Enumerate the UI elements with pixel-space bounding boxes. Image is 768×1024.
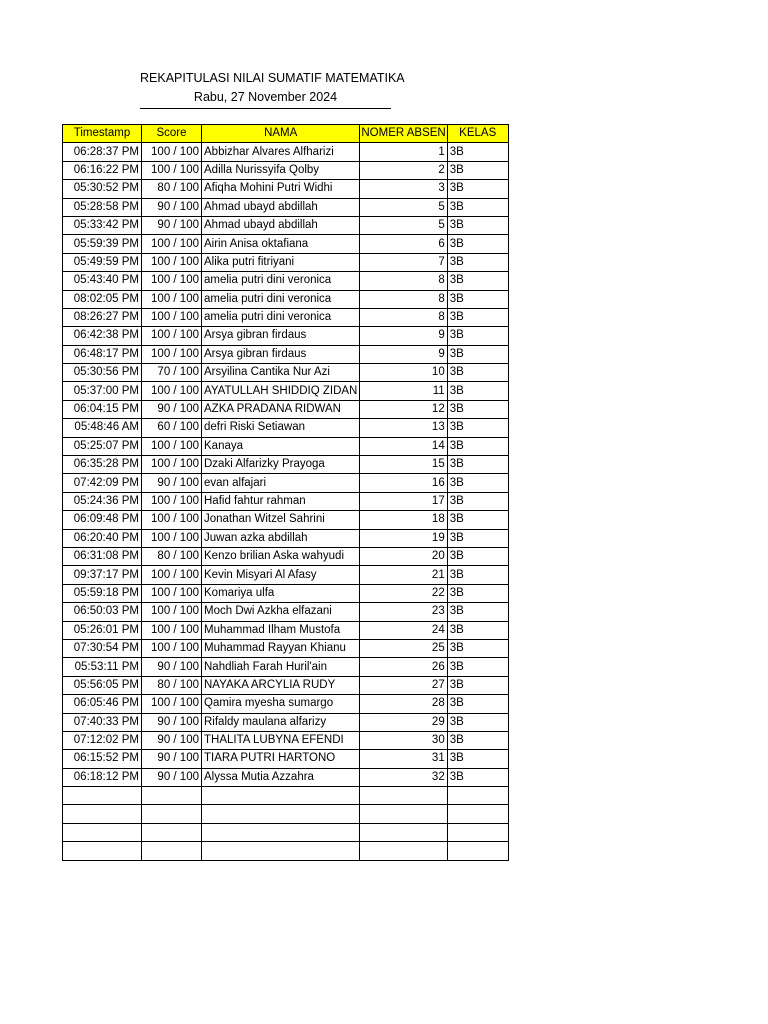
timestamp-cell[interactable]: 06:04:15 PM	[63, 400, 142, 418]
table-row	[63, 787, 509, 805]
timestamp-cell[interactable]: 05:37:00 PM	[63, 382, 142, 400]
kelas-cell[interactable]: 3B	[447, 272, 508, 290]
kelas-cell[interactable]	[447, 787, 508, 805]
name-cell[interactable]: Ahmad ubayd abdillah	[202, 198, 360, 216]
score-cell[interactable]: 90 / 100	[142, 731, 202, 749]
timestamp-cell[interactable]: 06:18:12 PM	[63, 768, 142, 786]
kelas-cell[interactable]: 3B	[447, 511, 508, 529]
kelas-cell[interactable]: 3B	[447, 768, 508, 786]
timestamp-cell[interactable]: 06:31:08 PM	[63, 547, 142, 565]
absen-cell[interactable]: 8	[360, 308, 447, 326]
score-cell[interactable]: 90 / 100	[142, 750, 202, 768]
absen-cell[interactable]: 27	[360, 676, 447, 694]
table-row	[63, 143, 509, 161]
name-cell[interactable]: Abbizhar Alvares Alfharizi	[202, 143, 360, 161]
name-cell[interactable]: defri Riski Setiawan	[202, 419, 360, 437]
kelas-cell[interactable]: 3B	[447, 713, 508, 731]
timestamp-cell[interactable]	[63, 823, 142, 841]
name-cell[interactable]: NAYAKA ARCYLIA RUDY	[202, 676, 360, 694]
kelas-cell[interactable]: 3B	[447, 566, 508, 584]
kelas-cell[interactable]: 3B	[447, 419, 508, 437]
absen-cell[interactable]: 32	[360, 768, 447, 786]
timestamp-cell[interactable]: 07:42:09 PM	[63, 474, 142, 492]
score-cell[interactable]: 100 / 100	[142, 529, 202, 547]
kelas-cell[interactable]: 3B	[447, 308, 508, 326]
name-cell[interactable]: Jonathan Witzel Sahrini	[202, 511, 360, 529]
name-cell[interactable]: THALITA LUBYNA EFENDI	[202, 731, 360, 749]
score-cell[interactable]	[142, 842, 202, 860]
score-cell[interactable]: 90 / 100	[142, 216, 202, 234]
absen-cell[interactable]: 18	[360, 511, 447, 529]
score-cell[interactable]: 100 / 100	[142, 382, 202, 400]
timestamp-cell[interactable]	[63, 787, 142, 805]
absen-cell[interactable]: 17	[360, 492, 447, 510]
header-timestamp[interactable]: Timestamp	[63, 125, 142, 143]
name-cell[interactable]: TIARA PUTRI HARTONO	[202, 750, 360, 768]
name-cell[interactable]: Kanaya	[202, 437, 360, 455]
table-row	[63, 492, 509, 510]
score-cell[interactable]: 100 / 100	[142, 235, 202, 253]
absen-cell[interactable]: 8	[360, 272, 447, 290]
name-cell[interactable]: amelia putri dini veronica	[202, 290, 360, 308]
kelas-cell[interactable]: 3B	[447, 584, 508, 602]
kelas-cell[interactable]: 3B	[447, 492, 508, 510]
title-block	[140, 69, 405, 109]
table-row	[63, 823, 509, 841]
header-nomer-absen[interactable]: NOMER ABSEN	[360, 125, 447, 143]
table-row	[63, 529, 509, 547]
table-row	[63, 713, 509, 731]
name-cell[interactable]: Muhammad Rayyan Khianu	[202, 639, 360, 657]
name-cell[interactable]: Rifaldy maulana alfarizy	[202, 713, 360, 731]
score-cell[interactable]: 100 / 100	[142, 621, 202, 639]
absen-cell[interactable]: 10	[360, 364, 447, 382]
absen-cell[interactable]: 5	[360, 216, 447, 234]
timestamp-cell[interactable]: 05:59:18 PM	[63, 584, 142, 602]
timestamp-cell[interactable]: 06:15:52 PM	[63, 750, 142, 768]
absen-cell[interactable]: 25	[360, 639, 447, 657]
kelas-cell[interactable]: 3B	[447, 253, 508, 271]
table-row	[63, 253, 509, 271]
kelas-cell[interactable]: 3B	[447, 639, 508, 657]
name-cell[interactable]: Moch Dwi Azkha elfazani	[202, 603, 360, 621]
timestamp-cell[interactable]: 05:49:59 PM	[63, 253, 142, 271]
score-cell[interactable]	[142, 823, 202, 841]
absen-cell[interactable]: 23	[360, 603, 447, 621]
name-cell[interactable]: Afiqha Mohini Putri Widhi	[202, 180, 360, 198]
score-cell[interactable]: 90 / 100	[142, 768, 202, 786]
kelas-cell[interactable]: 3B	[447, 603, 508, 621]
table-row	[63, 695, 509, 713]
name-cell[interactable]: evan alfajari	[202, 474, 360, 492]
absen-cell[interactable]	[360, 842, 447, 860]
table-row	[63, 272, 509, 290]
score-cell[interactable]: 100 / 100	[142, 253, 202, 271]
absen-cell[interactable]: 8	[360, 290, 447, 308]
table-row	[63, 603, 509, 621]
kelas-cell[interactable]: 3B	[447, 143, 508, 161]
timestamp-cell[interactable]: 06:35:28 PM	[63, 456, 142, 474]
kelas-cell[interactable]: 3B	[447, 750, 508, 768]
score-cell[interactable]: 90 / 100	[142, 400, 202, 418]
name-cell[interactable]: Hafid fahtur rahman	[202, 492, 360, 510]
timestamp-cell[interactable]: 05:26:01 PM	[63, 621, 142, 639]
kelas-cell[interactable]	[447, 823, 508, 841]
kelas-cell[interactable]: 3B	[447, 529, 508, 547]
table-row	[63, 161, 509, 179]
score-cell[interactable]: 100 / 100	[142, 327, 202, 345]
absen-cell[interactable]	[360, 805, 447, 823]
score-cell[interactable]: 100 / 100	[142, 603, 202, 621]
table-row	[63, 511, 509, 529]
absen-cell[interactable]: 13	[360, 419, 447, 437]
score-cell[interactable]: 100 / 100	[142, 161, 202, 179]
score-cell[interactable]: 80 / 100	[142, 547, 202, 565]
kelas-cell[interactable]: 3B	[447, 621, 508, 639]
name-cell[interactable]: amelia putri dini veronica	[202, 272, 360, 290]
table-row	[63, 676, 509, 694]
timestamp-cell[interactable]: 06:16:22 PM	[63, 161, 142, 179]
table-row	[63, 805, 509, 823]
name-cell[interactable]: Kevin Misyari Al Afasy	[202, 566, 360, 584]
timestamp-cell[interactable]	[63, 842, 142, 860]
timestamp-cell[interactable]: 06:28:37 PM	[63, 143, 142, 161]
absen-cell[interactable]: 15	[360, 456, 447, 474]
score-cell[interactable]: 80 / 100	[142, 676, 202, 694]
timestamp-cell[interactable]: 05:28:58 PM	[63, 198, 142, 216]
score-cell[interactable]: 100 / 100	[142, 290, 202, 308]
scores-table	[62, 124, 509, 861]
timestamp-cell[interactable]: 05:53:11 PM	[63, 658, 142, 676]
absen-cell[interactable]: 24	[360, 621, 447, 639]
table-row	[63, 639, 509, 657]
table-row	[63, 345, 509, 363]
name-cell[interactable]: Nahdliah Farah Huril'ain	[202, 658, 360, 676]
name-cell[interactable]: Adilla Nurissyifa Qolby	[202, 161, 360, 179]
name-cell[interactable]: Arsya gibran firdaus	[202, 327, 360, 345]
name-cell[interactable]: Juwan azka abdillah	[202, 529, 360, 547]
score-cell[interactable]: 100 / 100	[142, 308, 202, 326]
timestamp-cell[interactable]: 06:05:46 PM	[63, 695, 142, 713]
page-title: REKAPITULASI NILAI SUMATIF MATEMATIKA	[140, 71, 405, 85]
absen-cell[interactable]: 3	[360, 180, 447, 198]
timestamp-cell[interactable]: 05:30:56 PM	[63, 364, 142, 382]
score-cell[interactable]: 100 / 100	[142, 584, 202, 602]
kelas-cell[interactable]: 3B	[447, 235, 508, 253]
kelas-cell[interactable]: 3B	[447, 676, 508, 694]
absen-cell[interactable]: 29	[360, 713, 447, 731]
kelas-cell[interactable]: 3B	[447, 731, 508, 749]
absen-cell[interactable]: 19	[360, 529, 447, 547]
score-cell[interactable]: 90 / 100	[142, 658, 202, 676]
table-row	[63, 658, 509, 676]
absen-cell[interactable]: 28	[360, 695, 447, 713]
header-nama[interactable]: NAMA	[202, 125, 360, 143]
table-row	[63, 842, 509, 860]
timestamp-cell[interactable]: 05:43:40 PM	[63, 272, 142, 290]
timestamp-cell[interactable]: 05:56:05 PM	[63, 676, 142, 694]
name-cell[interactable]: Dzaki Alfarizky Prayoga	[202, 456, 360, 474]
timestamp-cell[interactable]: 05:33:42 PM	[63, 216, 142, 234]
score-cell[interactable]: 100 / 100	[142, 345, 202, 363]
absen-cell[interactable]: 6	[360, 235, 447, 253]
absen-cell[interactable]	[360, 787, 447, 805]
name-cell[interactable]: AZKA PRADANA RIDWAN	[202, 400, 360, 418]
name-cell[interactable]: Qamira myesha sumargo	[202, 695, 360, 713]
page-subtitle: Rabu, 27 November 2024	[193, 90, 338, 104]
kelas-cell[interactable]: 3B	[447, 695, 508, 713]
timestamp-cell[interactable]: 05:30:52 PM	[63, 180, 142, 198]
absen-cell[interactable]: 22	[360, 584, 447, 602]
kelas-cell[interactable]: 3B	[447, 345, 508, 363]
absen-cell[interactable]: 16	[360, 474, 447, 492]
kelas-cell[interactable]: 3B	[447, 547, 508, 565]
timestamp-cell[interactable]: 06:42:38 PM	[63, 327, 142, 345]
timestamp-cell[interactable]: 07:40:33 PM	[63, 713, 142, 731]
table-row	[63, 621, 509, 639]
score-cell[interactable]: 90 / 100	[142, 198, 202, 216]
score-cell[interactable]: 80 / 100	[142, 180, 202, 198]
timestamp-cell[interactable]: 05:59:39 PM	[63, 235, 142, 253]
timestamp-cell[interactable]: 05:24:36 PM	[63, 492, 142, 510]
name-cell[interactable]: Komariya ulfa	[202, 584, 360, 602]
kelas-cell[interactable]: 3B	[447, 216, 508, 234]
kelas-cell[interactable]: 3B	[447, 364, 508, 382]
absen-cell[interactable]: 20	[360, 547, 447, 565]
table-row	[63, 456, 509, 474]
table-row	[63, 731, 509, 749]
table-row	[63, 437, 509, 455]
kelas-cell[interactable]: 3B	[447, 180, 508, 198]
table-row	[63, 180, 509, 198]
timestamp-cell[interactable]: 07:30:54 PM	[63, 639, 142, 657]
name-cell[interactable]: Arsyilina Cantika Nur Azi	[202, 364, 360, 382]
table-row	[63, 419, 509, 437]
table-row	[63, 566, 509, 584]
table-row	[63, 290, 509, 308]
kelas-cell[interactable]: 3B	[447, 658, 508, 676]
timestamp-cell[interactable]: 06:20:40 PM	[63, 529, 142, 547]
header-kelas[interactable]: KELAS	[447, 125, 508, 143]
absen-cell[interactable]: 9	[360, 327, 447, 345]
table-row	[63, 308, 509, 326]
name-cell[interactable]	[202, 823, 360, 841]
timestamp-cell[interactable]: 06:50:03 PM	[63, 603, 142, 621]
name-cell[interactable]: amelia putri dini veronica	[202, 308, 360, 326]
name-cell[interactable]: Alika putri fitriyani	[202, 253, 360, 271]
score-cell[interactable]: 100 / 100	[142, 143, 202, 161]
header-score[interactable]: Score	[142, 125, 202, 143]
header-row	[63, 125, 509, 143]
timestamp-cell[interactable]: 06:09:48 PM	[63, 511, 142, 529]
absen-cell[interactable]: 2	[360, 161, 447, 179]
name-cell[interactable]: Alyssa Mutia Azzahra	[202, 768, 360, 786]
score-cell[interactable]: 70 / 100	[142, 364, 202, 382]
kelas-cell[interactable]: 3B	[447, 382, 508, 400]
absen-cell[interactable]: 31	[360, 750, 447, 768]
name-cell[interactable]: AYATULLAH SHIDDIQ ZIDAN	[202, 382, 360, 400]
name-cell[interactable]	[202, 842, 360, 860]
kelas-cell[interactable]: 3B	[447, 198, 508, 216]
name-cell[interactable]: Kenzo brilian Aska wahyudi	[202, 547, 360, 565]
table-row	[63, 364, 509, 382]
kelas-cell[interactable]: 3B	[447, 161, 508, 179]
score-cell[interactable]: 100 / 100	[142, 437, 202, 455]
score-cell[interactable]: 100 / 100	[142, 492, 202, 510]
absen-cell[interactable]: 9	[360, 345, 447, 363]
score-cell[interactable]: 90 / 100	[142, 474, 202, 492]
table-row	[63, 198, 509, 216]
name-cell[interactable]: Airin Anisa oktafiana	[202, 235, 360, 253]
score-cell[interactable]: 90 / 100	[142, 713, 202, 731]
score-cell[interactable]: 100 / 100	[142, 566, 202, 584]
name-cell[interactable]: Arsya gibran firdaus	[202, 345, 360, 363]
absen-cell[interactable]: 1	[360, 143, 447, 161]
timestamp-cell[interactable]: 06:48:17 PM	[63, 345, 142, 363]
kelas-cell[interactable]	[447, 842, 508, 860]
table-row	[63, 400, 509, 418]
kelas-cell[interactable]: 3B	[447, 290, 508, 308]
kelas-cell[interactable]: 3B	[447, 437, 508, 455]
table-row	[63, 547, 509, 565]
timestamp-cell[interactable]: 09:37:17 PM	[63, 566, 142, 584]
score-cell[interactable]	[142, 805, 202, 823]
timestamp-cell[interactable]	[63, 805, 142, 823]
score-cell[interactable]: 100 / 100	[142, 695, 202, 713]
absen-cell[interactable]: 5	[360, 198, 447, 216]
timestamp-cell[interactable]: 05:48:46 AM	[63, 419, 142, 437]
kelas-cell[interactable]	[447, 805, 508, 823]
absen-cell[interactable]: 30	[360, 731, 447, 749]
table-row	[63, 216, 509, 234]
table-row	[63, 235, 509, 253]
kelas-cell[interactable]: 3B	[447, 456, 508, 474]
table-row	[63, 750, 509, 768]
timestamp-cell[interactable]: 08:26:27 PM	[63, 308, 142, 326]
absen-cell[interactable]: 7	[360, 253, 447, 271]
absen-cell[interactable]: 14	[360, 437, 447, 455]
timestamp-cell[interactable]: 08:02:05 PM	[63, 290, 142, 308]
title-underline	[140, 108, 391, 109]
kelas-cell[interactable]: 3B	[447, 327, 508, 345]
score-cell[interactable]: 60 / 100	[142, 419, 202, 437]
kelas-cell[interactable]: 3B	[447, 474, 508, 492]
name-cell[interactable]	[202, 805, 360, 823]
kelas-cell[interactable]: 3B	[447, 400, 508, 418]
score-cell[interactable]	[142, 787, 202, 805]
absen-cell[interactable]: 11	[360, 382, 447, 400]
absen-cell[interactable]: 21	[360, 566, 447, 584]
absen-cell[interactable]: 12	[360, 400, 447, 418]
score-cell[interactable]: 100 / 100	[142, 456, 202, 474]
score-cell[interactable]: 100 / 100	[142, 511, 202, 529]
score-cell[interactable]: 100 / 100	[142, 639, 202, 657]
table-row	[63, 768, 509, 786]
name-cell[interactable]	[202, 787, 360, 805]
name-cell[interactable]: Muhammad Ilham Mustofa	[202, 621, 360, 639]
table-row	[63, 382, 509, 400]
timestamp-cell[interactable]: 05:25:07 PM	[63, 437, 142, 455]
absen-cell[interactable]	[360, 823, 447, 841]
table-row	[63, 327, 509, 345]
table-row	[63, 474, 509, 492]
score-cell[interactable]: 100 / 100	[142, 272, 202, 290]
table-row	[63, 584, 509, 602]
name-cell[interactable]: Ahmad ubayd abdillah	[202, 216, 360, 234]
timestamp-cell[interactable]: 07:12:02 PM	[63, 731, 142, 749]
absen-cell[interactable]: 26	[360, 658, 447, 676]
